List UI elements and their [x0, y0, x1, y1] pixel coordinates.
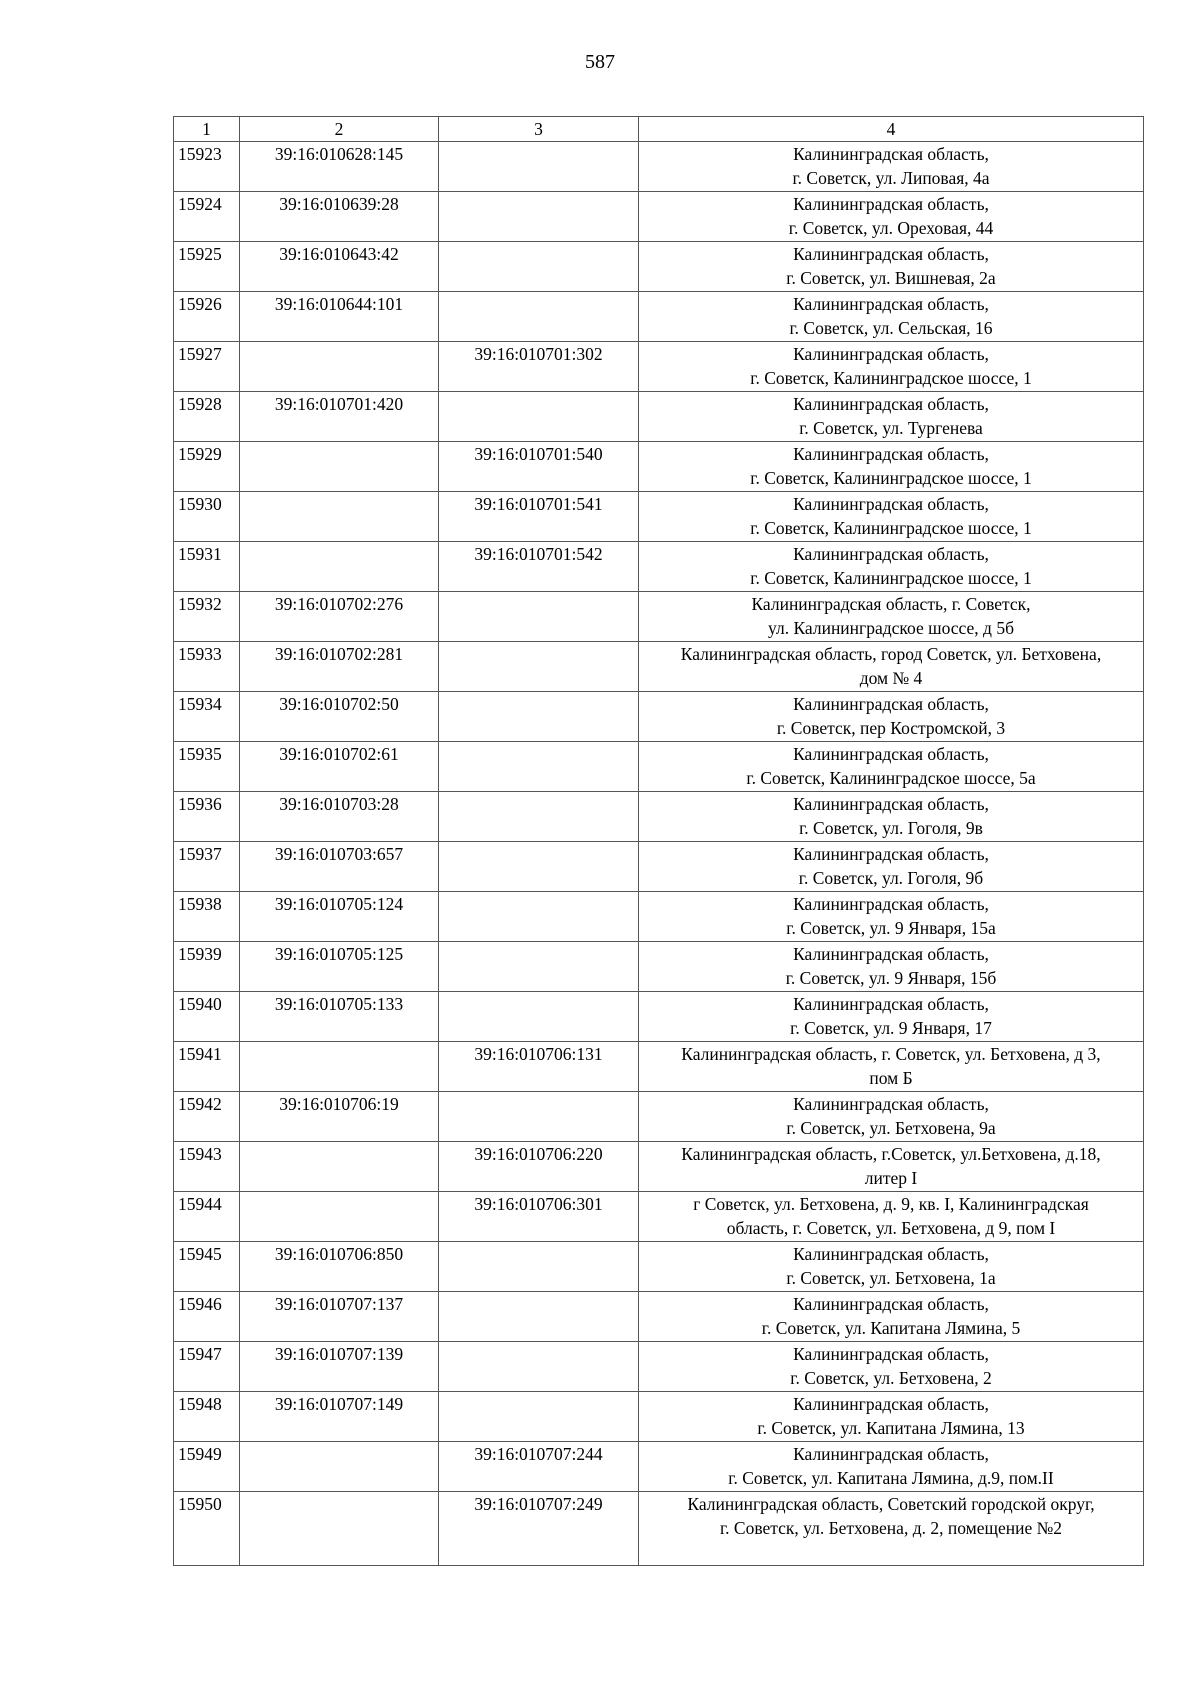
address-cell: Калининградская область, г. Советск, ул. Капитана Лямина, 13 — [639, 1392, 1144, 1442]
secondary-cadastral-number-cell: 39:16:010706:220 — [439, 1142, 639, 1192]
page-number: 587 — [585, 51, 615, 73]
secondary-cadastral-number-cell — [439, 942, 639, 992]
secondary-cadastral-number-cell — [439, 892, 639, 942]
table-row — [174, 592, 1144, 642]
table-row — [174, 1442, 1144, 1492]
address-cell: Калининградская область, г. Советск, пер Костромской, 3 — [639, 692, 1144, 742]
cadastral-number-cell: 39:16:010707:149 — [240, 1392, 439, 1442]
secondary-cadastral-number-cell — [439, 292, 639, 342]
table-row — [174, 1042, 1144, 1092]
cadastral-number-cell: 39:16:010702:281 — [240, 642, 439, 692]
address-cell: Калининградская область, г. Советск, ул. 9 Января, 15б — [639, 942, 1144, 992]
row-number-cell: 15942 — [174, 1092, 240, 1142]
secondary-cadastral-number-cell — [439, 1392, 639, 1442]
cadastral-number-cell: 39:16:010706:19 — [240, 1092, 439, 1142]
table-row — [174, 442, 1144, 492]
row-number-cell: 15943 — [174, 1142, 240, 1192]
cadastral-number-cell: 39:16:010705:133 — [240, 992, 439, 1042]
row-number-cell: 15946 — [174, 1292, 240, 1342]
row-number-cell: 15936 — [174, 792, 240, 842]
table-row — [174, 1242, 1144, 1292]
table-row — [174, 1142, 1144, 1192]
row-number-cell: 15923 — [174, 142, 240, 192]
cadastral-number-cell: 39:16:010701:420 — [240, 392, 439, 442]
secondary-cadastral-number-cell: 39:16:010701:542 — [439, 542, 639, 592]
cadastral-number-cell — [240, 442, 439, 492]
row-number-cell: 15939 — [174, 942, 240, 992]
row-number-cell: 15925 — [174, 242, 240, 292]
table-row — [174, 392, 1144, 442]
table-row — [174, 142, 1144, 192]
address-cell: Калининградская область, город Советск, ул. Бетховена, дом № 4 — [639, 642, 1144, 692]
table-row — [174, 692, 1144, 742]
cadastral-number-cell — [240, 1442, 439, 1492]
row-number-cell: 15933 — [174, 642, 240, 692]
table-row — [174, 642, 1144, 692]
secondary-cadastral-number-cell — [439, 192, 639, 242]
cadastral-number-cell: 39:16:010702:61 — [240, 742, 439, 792]
table-row — [174, 1492, 1144, 1566]
secondary-cadastral-number-cell — [439, 642, 639, 692]
table-row — [174, 1342, 1144, 1392]
secondary-cadastral-number-cell: 39:16:010706:131 — [439, 1042, 639, 1092]
row-number-cell: 15944 — [174, 1192, 240, 1242]
address-cell: Калининградская область, г. Советск, ул. Калининградское шоссе, д 5б — [639, 592, 1144, 642]
cadastral-number-cell: 39:16:010705:125 — [240, 942, 439, 992]
table-row — [174, 942, 1144, 992]
cadastral-number-cell — [240, 342, 439, 392]
cadastral-number-cell — [240, 492, 439, 542]
secondary-cadastral-number-cell — [439, 392, 639, 442]
secondary-cadastral-number-cell: 39:16:010707:249 — [439, 1492, 639, 1566]
address-cell: Калининградская область, г. Советск, Калининградское шоссе, 1 — [639, 492, 1144, 542]
address-cell: г Советск, ул. Бетховена, д. 9, кв. I, Калининградская область, г. Советск, ул. Бетховена, д 9, пом I — [639, 1192, 1144, 1242]
row-number-cell: 15941 — [174, 1042, 240, 1092]
cadastral-number-cell: 39:16:010703:657 — [240, 842, 439, 892]
secondary-cadastral-number-cell: 39:16:010706:301 — [439, 1192, 639, 1242]
cadastral-number-cell: 39:16:010639:28 — [240, 192, 439, 242]
row-number-cell: 15929 — [174, 442, 240, 492]
secondary-cadastral-number-cell — [439, 592, 639, 642]
address-cell: Калининградская область, г. Советск, ул. Капитана Лямина, 5 — [639, 1292, 1144, 1342]
address-cell: Калининградская область, г. Советск, ул. Бетховена, 2 — [639, 1342, 1144, 1392]
row-number-cell: 15926 — [174, 292, 240, 342]
row-number-cell: 15934 — [174, 692, 240, 742]
cadastral-number-cell — [240, 542, 439, 592]
address-cell: Калининградская область, г. Советск, Калининградское шоссе, 1 — [639, 442, 1144, 492]
row-number-cell: 15928 — [174, 392, 240, 442]
address-cell: Калининградская область, г. Советск, ул. Бетховена, 9а — [639, 1092, 1144, 1142]
secondary-cadastral-number-cell — [439, 842, 639, 892]
cadastral-number-cell: 39:16:010702:276 — [240, 592, 439, 642]
address-cell: Калининградская область, г. Советск, ул. Тургенева — [639, 392, 1144, 442]
row-number-cell: 15950 — [174, 1492, 240, 1566]
address-cell: Калининградская область, г. Советск, ул. Ореховая, 44 — [639, 192, 1144, 242]
secondary-cadastral-number-cell — [439, 992, 639, 1042]
table-row — [174, 542, 1144, 592]
secondary-cadastral-number-cell — [439, 792, 639, 842]
address-cell: Калининградская область, г. Советск, ул. 9 Января, 17 — [639, 992, 1144, 1042]
header-row — [174, 117, 1144, 142]
cadastral-number-cell: 39:16:010703:28 — [240, 792, 439, 842]
cadastral-number-cell — [240, 1142, 439, 1192]
address-cell: Калининградская область, Советский городской округ, г. Советск, ул. Бетховена, д. 2, помещение №2 — [639, 1492, 1144, 1566]
cadastral-number-cell: 39:16:010706:850 — [240, 1242, 439, 1292]
row-number-cell: 15932 — [174, 592, 240, 642]
secondary-cadastral-number-cell — [439, 1342, 639, 1392]
address-cell: Калининградская область, г. Советск, Калининградское шоссе, 1 — [639, 342, 1144, 392]
cadastral-number-cell: 39:16:010702:50 — [240, 692, 439, 742]
row-number-cell: 15927 — [174, 342, 240, 392]
table-row — [174, 892, 1144, 942]
address-cell: Калининградская область, г. Советск, ул. Липовая, 4а — [639, 142, 1144, 192]
table-row — [174, 992, 1144, 1042]
address-cell: Калининградская область, г. Советск, ул. Гоголя, 9б — [639, 842, 1144, 892]
secondary-cadastral-number-cell — [439, 242, 639, 292]
cadastral-number-cell: 39:16:010644:101 — [240, 292, 439, 342]
address-cell: Калининградская область, г.Советск, ул.Бетховена, д.18, литер I — [639, 1142, 1144, 1192]
row-number-cell: 15945 — [174, 1242, 240, 1292]
cadastral-number-cell: 39:16:010643:42 — [240, 242, 439, 292]
cadastral-number-cell: 39:16:010707:137 — [240, 1292, 439, 1342]
address-cell: Калининградская область, г. Советск, Калининградское шоссе, 5а — [639, 742, 1144, 792]
table-row — [174, 742, 1144, 792]
secondary-cadastral-number-cell — [439, 1092, 639, 1142]
table-body — [174, 142, 1144, 1566]
table-row — [174, 1192, 1144, 1242]
cadastral-number-cell — [240, 1492, 439, 1566]
secondary-cadastral-number-cell — [439, 1242, 639, 1292]
column-header-3: 3 — [439, 117, 639, 142]
row-number-cell: 15930 — [174, 492, 240, 542]
secondary-cadastral-number-cell — [439, 692, 639, 742]
cadastral-number-cell — [240, 1192, 439, 1242]
cadastral-number-cell: 39:16:010628:145 — [240, 142, 439, 192]
address-cell: Калининградская область, г. Советск, ул. Капитана Лямина, д.9, пом.II — [639, 1442, 1144, 1492]
address-cell: Калининградская область, г. Советск, ул. 9 Января, 15а — [639, 892, 1144, 942]
secondary-cadastral-number-cell — [439, 1292, 639, 1342]
secondary-cadastral-number-cell: 39:16:010701:541 — [439, 492, 639, 542]
column-header-1: 1 — [174, 117, 240, 142]
address-cell: Калининградская область, г. Советск, ул. Бетховена, д 3, пом Б — [639, 1042, 1144, 1092]
table-row — [174, 842, 1144, 892]
table-row — [174, 1392, 1144, 1442]
table-row — [174, 1292, 1144, 1342]
address-cell: Калининградская область, г. Советск, ул. Бетховена, 1а — [639, 1242, 1144, 1292]
secondary-cadastral-number-cell — [439, 742, 639, 792]
row-number-cell: 15937 — [174, 842, 240, 892]
column-header-4: 4 — [639, 117, 1144, 142]
address-cell: Калининградская область, г. Советск, Калининградское шоссе, 1 — [639, 542, 1144, 592]
table-header — [174, 117, 1144, 142]
row-number-cell: 15947 — [174, 1342, 240, 1392]
table-row — [174, 292, 1144, 342]
address-cell: Калининградская область, г. Советск, ул. Вишневая, 2а — [639, 242, 1144, 292]
table-row — [174, 342, 1144, 392]
address-cell: Калининградская область, г. Советск, ул. Гоголя, 9в — [639, 792, 1144, 842]
row-number-cell: 15924 — [174, 192, 240, 242]
secondary-cadastral-number-cell: 39:16:010701:540 — [439, 442, 639, 492]
registry-table — [173, 116, 1144, 1566]
cadastral-number-cell: 39:16:010707:139 — [240, 1342, 439, 1392]
secondary-cadastral-number-cell: 39:16:010707:244 — [439, 1442, 639, 1492]
address-cell: Калининградская область, г. Советск, ул. Сельская, 16 — [639, 292, 1144, 342]
row-number-cell: 15948 — [174, 1392, 240, 1442]
table-row — [174, 492, 1144, 542]
table-row — [174, 792, 1144, 842]
cadastral-number-cell: 39:16:010705:124 — [240, 892, 439, 942]
row-number-cell: 15931 — [174, 542, 240, 592]
column-header-2: 2 — [240, 117, 439, 142]
cadastral-number-cell — [240, 1042, 439, 1092]
secondary-cadastral-number-cell — [439, 142, 639, 192]
row-number-cell: 15938 — [174, 892, 240, 942]
row-number-cell: 15935 — [174, 742, 240, 792]
row-number-cell: 15949 — [174, 1442, 240, 1492]
table-row — [174, 242, 1144, 292]
row-number-cell: 15940 — [174, 992, 240, 1042]
table-row — [174, 1092, 1144, 1142]
table-row — [174, 192, 1144, 242]
secondary-cadastral-number-cell: 39:16:010701:302 — [439, 342, 639, 392]
